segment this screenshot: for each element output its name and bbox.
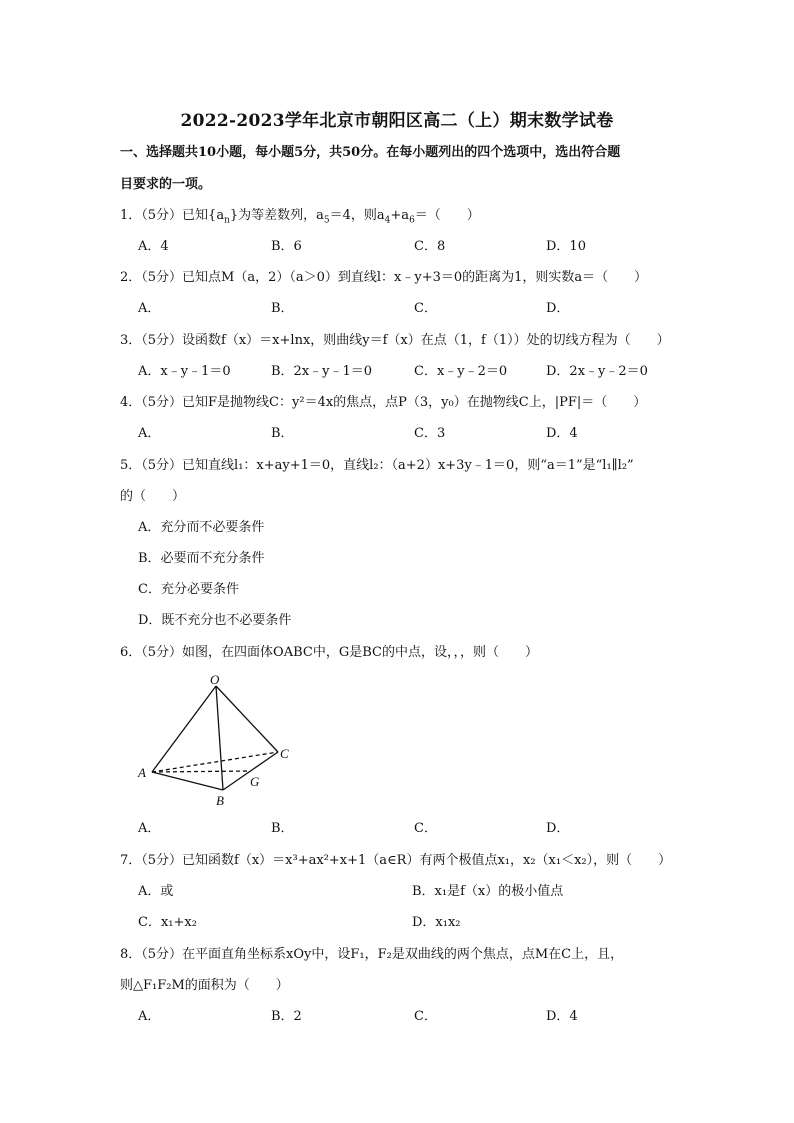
q2-option-d[interactable]: D． xyxy=(546,301,570,316)
label-B: B xyxy=(216,793,224,808)
q3-option-c[interactable]: C．x﹣y﹣2＝0 xyxy=(414,364,508,379)
question-1 xyxy=(120,205,680,232)
q7-options-row2 xyxy=(138,912,678,934)
q3-options xyxy=(138,361,678,383)
q4-options xyxy=(138,423,678,445)
q2-options xyxy=(138,298,678,320)
q7-option-b[interactable]: B．x₁是f（x）的极小值点 xyxy=(412,884,564,899)
edge-OB xyxy=(216,686,223,790)
question-5-line2: 的（ ） xyxy=(120,489,186,504)
label-O: O xyxy=(210,672,220,687)
question-6: 6．（5分）如图，在四面体OABC中，G是BC的中点，设，，，则（ ） xyxy=(120,645,538,660)
q4-option-a[interactable]: A． xyxy=(138,426,161,441)
label-C: C xyxy=(280,746,289,761)
q2-option-a[interactable]: A． xyxy=(138,301,161,316)
q6-options xyxy=(138,818,678,840)
q1-sub-n: n xyxy=(224,215,230,226)
q3-option-a[interactable]: A．x﹣y﹣1＝0 xyxy=(138,364,231,379)
label-G: G xyxy=(250,774,260,789)
q8-option-c[interactable]: C． xyxy=(414,1009,437,1024)
question-4: 4．（5分）已知F是抛物线C：y²＝4x的焦点，点P（3，y₀）在抛物线C上，|PF|＝（ ） xyxy=(120,395,647,410)
q1-option-c[interactable]: C．8 xyxy=(414,239,446,254)
q4-option-c[interactable]: C．3 xyxy=(414,426,446,441)
edge-OA xyxy=(152,686,216,772)
q7-option-d[interactable]: D．x₁x₂ xyxy=(412,915,461,930)
q3-option-b[interactable]: B．2x﹣y﹣1＝0 xyxy=(271,364,373,379)
q1-sub-4: 4 xyxy=(384,215,391,226)
q1-sub-6: 6 xyxy=(409,215,415,226)
q8-option-a[interactable]: A． xyxy=(138,1009,161,1024)
q8-option-b[interactable]: B．2 xyxy=(271,1009,302,1024)
q5-option-a[interactable]: A．充分而不必要条件 xyxy=(138,520,265,535)
question-2: 2．（5分）已知点M（a，2）（a＞0）到直线l：x﹣y+3＝0的距离为1，则实数a＝（ ） xyxy=(120,270,648,285)
question-8-line1: 8．（5分）在平面直角坐标系xOy中，设F₁，F₂是双曲线的两个焦点，点M在C上，且， xyxy=(120,947,624,962)
q2-option-b[interactable]: B． xyxy=(271,301,294,316)
q1-text-b: }为等差数列，a xyxy=(229,208,324,223)
label-A: A xyxy=(138,765,146,780)
edge-OC xyxy=(216,686,278,752)
q1-option-d[interactable]: D．10 xyxy=(546,239,586,254)
edge-AG-dashed xyxy=(152,771,251,772)
question-7: 7．（5分）已知函数f（x）＝x³+ax²+x+1（a∈R）有两个极值点x₁，x₂（x₁＜x₂），则（ ） xyxy=(120,853,672,868)
q3-option-d[interactable]: D．2x﹣y﹣2＝0 xyxy=(546,364,648,379)
q1-option-a[interactable]: A．4 xyxy=(138,239,169,254)
q6-option-c[interactable]: C． xyxy=(414,821,437,836)
q1-text-d: +a xyxy=(390,208,410,223)
q5-option-c[interactable]: C．充分必要条件 xyxy=(138,582,239,597)
q8-option-d[interactable]: D．4 xyxy=(546,1009,578,1024)
q7-options-row1 xyxy=(138,881,678,903)
q6-option-a[interactable]: A． xyxy=(138,821,161,836)
q4-option-b[interactable]: B． xyxy=(271,426,294,441)
section-heading-line2: 目要求的一项。 xyxy=(120,177,212,192)
question-8-line2: 则△F₁F₂M的面积为（ ） xyxy=(120,978,289,993)
q2-option-c[interactable]: C． xyxy=(414,301,437,316)
q6-option-d[interactable]: D． xyxy=(546,821,570,836)
q5-option-b[interactable]: B．必要而不充分条件 xyxy=(138,551,265,566)
question-3: 3．（5分）设函数f（x）＝x+lnx，则曲线y＝f（x）在点（1，f（1））处的切线方程为（ ） xyxy=(120,333,670,348)
q1-text-e: ＝（ ） xyxy=(414,208,480,223)
q1-options xyxy=(138,236,678,258)
q4-option-d[interactable]: D．4 xyxy=(546,426,578,441)
q1-option-b[interactable]: B．6 xyxy=(271,239,302,254)
q1-sub-5: 5 xyxy=(323,215,330,226)
section-heading-line1: 一、选择题共10小题，每小题5分，共50分。在每小题列出的四个选项中，选出符合题 xyxy=(120,145,621,160)
q6-option-b[interactable]: B． xyxy=(271,821,294,836)
q5-option-d[interactable]: D．既不充分也不必要条件 xyxy=(138,613,292,628)
edge-AC-dashed xyxy=(152,752,278,772)
question-5-line1: 5．（5分）已知直线l₁：x+ay+1＝0，直线l₂：（a+2）x+3y﹣1＝0，则“a＝1”是“l₁∥l₂” xyxy=(120,458,634,473)
q7-option-c[interactable]: C．x₁+x₂ xyxy=(138,915,197,930)
q7-option-a[interactable]: A．或 xyxy=(138,884,174,899)
q1-text-c: ＝4，则a xyxy=(329,208,385,223)
q8-options xyxy=(138,1006,678,1028)
edge-AB xyxy=(152,772,223,790)
page-title: 2022-2023学年北京市朝阳区高二（上）期末数学试卷 xyxy=(180,111,614,131)
q1-text-a: 1．（5分）已知{a xyxy=(120,208,225,223)
tetrahedron-figure xyxy=(130,672,300,812)
